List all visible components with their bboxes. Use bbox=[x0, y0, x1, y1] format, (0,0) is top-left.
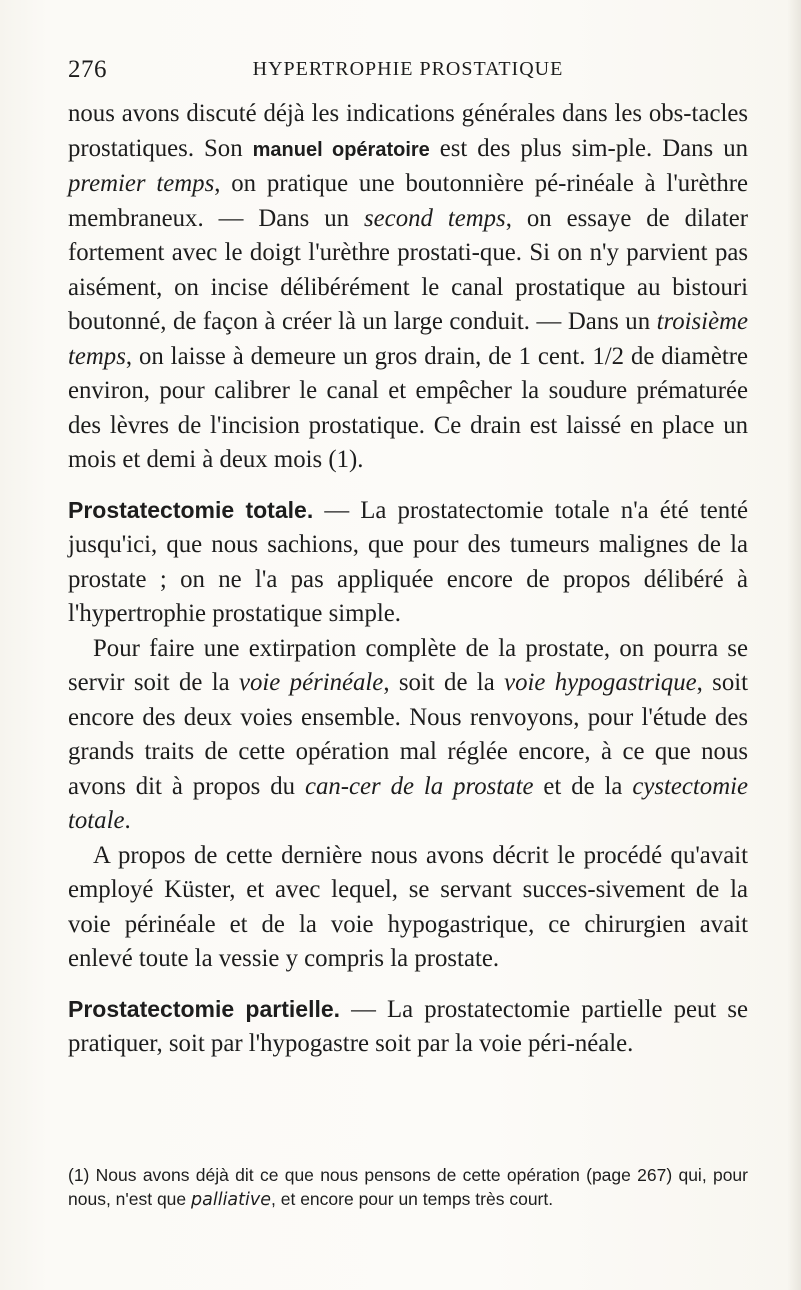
section-heading-partielle: Prostatectomie partielle. bbox=[68, 995, 341, 1022]
voie-hypogastrique-term: voie hypogastrique bbox=[504, 669, 697, 696]
section-heading-totale: Prostatectomie totale. bbox=[68, 496, 314, 523]
paragraph-prostatectomie-totale: Prostatectomie totale. — La prostatectomie totale n'a été tenté jusqu'ici, que nous sachions, que pour des tumeurs malignes de la prostate ; on ne l'a pas appliquée encore de propos délibéré à l'hypertrophie prostatique simple. bbox=[68, 496, 749, 627]
paragraph-extirpation: Pour faire une extirpation complète de la prostate, on pourra se servir soit de la voie périnéale, soit de la voie hypogastrique, soit encore des deux voies ensemble. Nous renvoyons, pour l'étude des grands traits de cette opération mal réglée encore, à ce que nous avons dit à propos du can-cer de la prostate et de la cystectomie totale. bbox=[68, 634, 748, 834]
premier-temps-term: premier temps bbox=[68, 170, 215, 197]
paragraph-manuel-operatoire: nous avons discuté déjà les indications générales dans les obs-tacles prostatiques. Son manuel opératoire est des plus sim-ple. Dans un premier temps, on pratique une boutonnière pé-rinéale à l'urèthre membraneux. — Dans un second temps, on essaye de dilater fortement avec le doigt l'urèthre prostati-que. Si on n'y parvient pas aisément, on incise délibérément le canal prostatique au bistouri boutonné, de façon à créer là un large conduit. — Dans un troisième temps, on laisse à demeure un gros drain, de 1 cent. 1/2 de diamètre environ, pour calibrer le canal et empêcher la soudure prématurée des lèvres de l'incision prostatique. Ce drain est laissé en place un mois et demi à deux mois (1). bbox=[68, 100, 749, 473]
palliative-term: palliative bbox=[191, 1189, 272, 1210]
manuel-operatoire-term: manuel opératoire bbox=[252, 138, 430, 161]
cancer-prostate-term: can-cer de la prostate bbox=[304, 772, 534, 800]
paragraph-kuster: A propos de cette dernière nous avons décrit le procédé qu'avait employé Küster, et avec lequel, se servant succes-sivement de la voie périnéale et de la voie hypogastrique, ce chirurgien avait enlevé toute la vessie y compris la prostate. bbox=[68, 841, 748, 972]
page-edge-shadow bbox=[787, 0, 801, 1290]
body-text bbox=[68, 97, 748, 1062]
running-title: HYPERTROPHIE PROSTATIQUE bbox=[252, 58, 564, 80]
footnote bbox=[68, 1164, 748, 1212]
troisieme-temps-term: troisième temps bbox=[68, 308, 748, 370]
page-number: 276 bbox=[68, 56, 107, 83]
page-header bbox=[68, 56, 748, 88]
voie-perineale-term: voie périnéale bbox=[239, 669, 384, 696]
cystectomie-totale-term: cystectomie totale bbox=[68, 772, 748, 834]
second-temps-term: second temps bbox=[364, 204, 506, 232]
paragraph-prostatectomie-partielle: Prostatectomie partielle. — La prostatectomie partielle peut se pratiquer, soit par l'hypogastre soit par la voie péri-néale. bbox=[68, 995, 748, 1057]
footnote-1: (1) Nous avons déjà dit ce que nous pensons de cette opération (page 267) qui, pour nous, n'est que palliative, et encore pour un temps très court. bbox=[68, 1165, 748, 1210]
